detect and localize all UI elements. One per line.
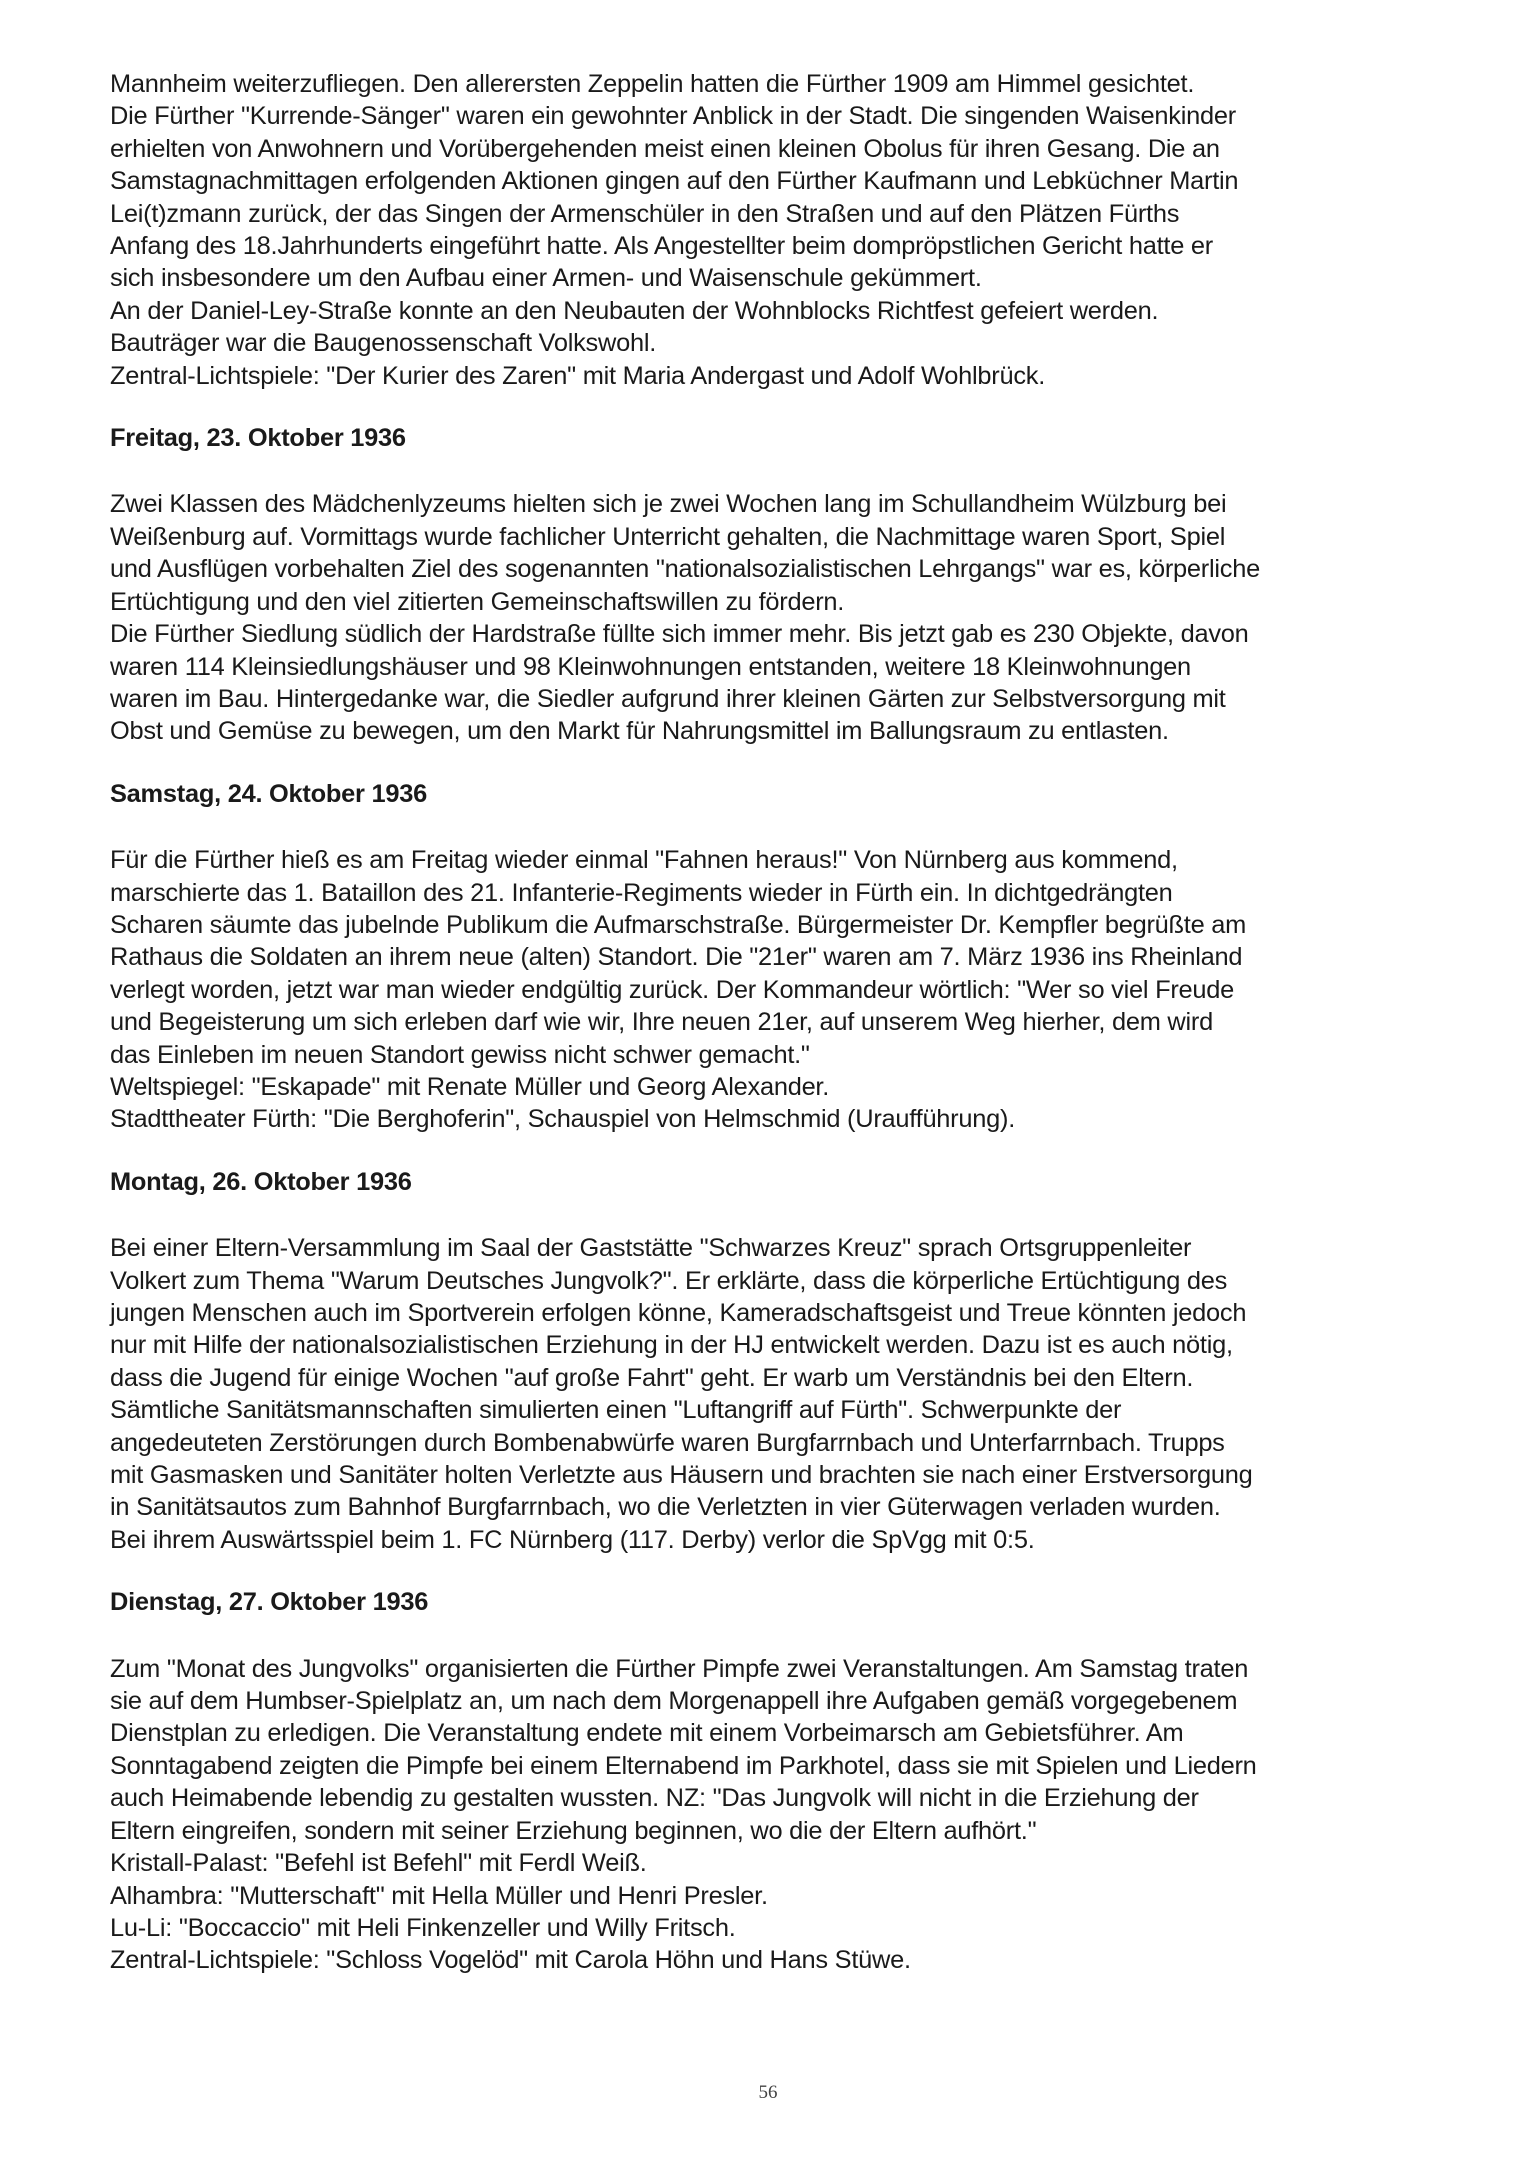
text-line: angedeuteten Zerstörungen durch Bombenabwürfe waren Burgfarrnbach und Unterfarrnbach. Trupps bbox=[110, 1428, 1225, 1457]
section-heading: Freitag, 23. Oktober 1936 bbox=[110, 424, 406, 453]
intro-section bbox=[110, 68, 1440, 392]
text-line: Zwei Klassen des Mädchenlyzeums hielten sich je zwei Wochen lang im Schullandheim Wülzburg bei bbox=[110, 490, 1227, 519]
text-line: Eltern eingreifen, sondern mit seiner Erziehung beginnen, wo die der Eltern aufhört." bbox=[110, 1816, 1037, 1845]
text-line: auch Heimabende lebendig zu gestalten wussten. NZ: "Das Jungvolk will nicht in die Erziehung der bbox=[110, 1784, 1199, 1813]
text-line: waren im Bau. Hintergedanke war, die Siedler aufgrund ihrer kleinen Gärten zur Selbstversorgung mit bbox=[110, 684, 1226, 713]
text-line: waren 114 Kleinsiedlungshäuser und 98 Kleinwohnungen entstanden, weitere 18 Kleinwohnungen bbox=[110, 652, 1191, 681]
section-montag-26-oktober bbox=[110, 1166, 1440, 1556]
text-line: Sämtliche Sanitätsmannschaften simulierten einen "Luftangriff auf Fürth". Schwerpunkte der bbox=[110, 1396, 1122, 1425]
section-samstag-24-oktober bbox=[110, 778, 1440, 1136]
text-line: Zentral-Lichtspiele: "Schloss Vogelöd" mit Carola Höhn und Hans Stüwe. bbox=[110, 1946, 911, 1975]
text-line: Die Fürther "Kurrende-Sänger" waren ein gewohnter Anblick in der Stadt. Die singenden Waisenkinder bbox=[110, 102, 1236, 131]
text-line: Die Fürther Siedlung südlich der Hardstraße füllte sich immer mehr. Bis jetzt gab es 230 Objekte, davon bbox=[110, 620, 1249, 649]
text-line: Dienstplan zu erledigen. Die Veranstaltung endete mit einem Vorbeimarsch am Gebietsführer. Am bbox=[110, 1719, 1184, 1748]
text-line: Mannheim weiterzufliegen. Den allerersten Zeppelin hatten die Fürther 1909 am Himmel gesichtet. bbox=[110, 70, 1195, 98]
text-line: Ertüchtigung und den viel zitierten Gemeinschaftswillen zu fördern. bbox=[110, 587, 845, 616]
text-line: Lei(t)zmann zurück, der das Singen der Armenschüler in den Straßen und auf den Plätzen Fürths bbox=[110, 199, 1180, 228]
document-body bbox=[110, 68, 1440, 1977]
text-line: Kristall-Palast: "Befehl ist Befehl" mit Ferdl Weiß. bbox=[110, 1849, 647, 1878]
text-line: An der Daniel-Ley-Straße konnte an den Neubauten der Wohnblocks Richtfest gefeiert werden. bbox=[110, 296, 1159, 325]
section-dienstag-27-oktober bbox=[110, 1586, 1440, 1976]
text-line: Zentral-Lichtspiele: "Der Kurier des Zaren" mit Maria Andergast und Adolf Wohlbrück. bbox=[110, 361, 1046, 390]
text-line: sich insbesondere um den Aufbau einer Armen- und Waisenschule gekümmert. bbox=[110, 264, 982, 293]
text-line: Stadttheater Fürth: "Die Berghoferin", Schauspiel von Helmschmid (Uraufführung). bbox=[110, 1105, 1016, 1134]
page-number: 56 bbox=[758, 2082, 778, 2103]
text-line: dass die Jugend für einige Wochen "auf große Fahrt" geht. Er warb um Verständnis bei den Eltern. bbox=[110, 1363, 1194, 1392]
text-line: Alhambra: "Mutterschaft" mit Hella Müller und Henri Presler. bbox=[110, 1881, 768, 1910]
text-line: Volkert zum Thema "Warum Deutsches Jungvolk?". Er erklärte, dass die körperliche Ertüchtigung des bbox=[110, 1266, 1228, 1295]
text-line: Samstagnachmittagen erfolgenden Aktionen gingen auf den Fürther Kaufmann und Lebküchner Martin bbox=[110, 167, 1239, 196]
text-line: Bei ihrem Auswärtsspiel beim 1. FC Nürnberg (117. Derby) verlor die SpVgg mit 0:5. bbox=[110, 1525, 1035, 1554]
text-line: sie auf dem Humbser-Spielplatz an, um nach dem Morgenappell ihre Aufgaben gemäß vorgegebenem bbox=[110, 1687, 1238, 1716]
text-line: in Sanitätsautos zum Bahnhof Burgfarrnbach, wo die Verletzten in vier Güterwagen verladen wurden. bbox=[110, 1493, 1221, 1522]
text-line: Weltspiegel: "Eskapade" mit Renate Müller und Georg Alexander. bbox=[110, 1072, 830, 1101]
text-line: Für die Fürther hieß es am Freitag wieder einmal "Fahnen heraus!" Von Nürnberg aus kommend, bbox=[110, 846, 1178, 875]
text-line: marschierte das 1. Bataillon des 21. Infanterie-Regiments wieder in Fürth ein. In dichtgedrängten bbox=[110, 878, 1173, 907]
text-line: Sonntagabend zeigten die Pimpfe bei einem Elternabend im Parkhotel, dass sie mit Spielen und Liedern bbox=[110, 1751, 1257, 1780]
text-line: Lu-Li: "Boccaccio" mit Heli Finkenzeller und Willy Fritsch. bbox=[110, 1913, 736, 1942]
section-freitag-23-oktober bbox=[110, 422, 1440, 748]
text-line: Anfang des 18.Jahrhunderts eingeführt hatte. Als Angestellter beim dompröpstlichen Gericht hatte er bbox=[110, 232, 1213, 261]
text-line: mit Gasmasken und Sanitäter holten Verletzte aus Häusern und brachten sie nach einer Erstversorgung bbox=[110, 1461, 1253, 1490]
text-line: und Ausflügen vorbehalten Ziel des sogenannten "nationalsozialistischen Lehrgangs" war es, körperliche bbox=[110, 555, 1260, 584]
text-line: verlegt worden, jetzt war man wieder endgültig zurück. Der Kommandeur wörtlich: "Wer so viel Freude bbox=[110, 975, 1235, 1004]
section-heading: Samstag, 24. Oktober 1936 bbox=[110, 779, 427, 808]
text-line: Scharen säumte das jubelnde Publikum die Aufmarschstraße. Bürgermeister Dr. Kempfler begrüßte am bbox=[110, 910, 1247, 939]
text-line: erhielten von Anwohnern und Vorübergehenden meist einen kleinen Obolus für ihren Gesang. Die an bbox=[110, 134, 1220, 163]
text-line: jungen Menschen auch im Sportverein erfolgen könne, Kameradschaftsgeist und Treue könnten jedoch bbox=[110, 1299, 1247, 1327]
text-line: Zum "Monat des Jungvolks" organisierten die Fürther Pimpfe zwei Veranstaltungen. Am Samstag traten bbox=[110, 1654, 1249, 1683]
text-line: Bei einer Eltern-Versammlung im Saal der Gaststätte "Schwarzes Kreuz" sprach Ortsgruppenleiter bbox=[110, 1234, 1192, 1263]
text-line: das Einleben im neuen Standort gewiss nicht schwer gemacht." bbox=[110, 1040, 810, 1069]
section-heading: Dienstag, 27. Oktober 1936 bbox=[110, 1588, 429, 1617]
text-line: Rathaus die Soldaten an ihrem neue (alten) Standort. Die "21er" waren am 7. März 1936 ins Rheinland bbox=[110, 943, 1243, 972]
text-line: nur mit Hilfe der nationalsozialistischen Erziehung in der HJ entwickelt werden. Dazu ist es auch nötig, bbox=[110, 1331, 1233, 1360]
section-heading: Montag, 26. Oktober 1936 bbox=[110, 1167, 412, 1196]
text-line: Obst und Gemüse zu bewegen, um den Markt für Nahrungsmittel im Ballungsraum zu entlasten. bbox=[110, 717, 1169, 746]
text-line: Bauträger war die Baugenossenschaft Volkswohl. bbox=[110, 329, 657, 358]
text-line: Weißenburg auf. Vormittags wurde fachlicher Unterricht gehalten, die Nachmittage waren Sport, Spiel bbox=[110, 522, 1226, 551]
text-line: und Begeisterung um sich erleben darf wie wir, Ihre neuen 21er, auf unserem Weg hierher, dem wird bbox=[110, 1008, 1213, 1037]
